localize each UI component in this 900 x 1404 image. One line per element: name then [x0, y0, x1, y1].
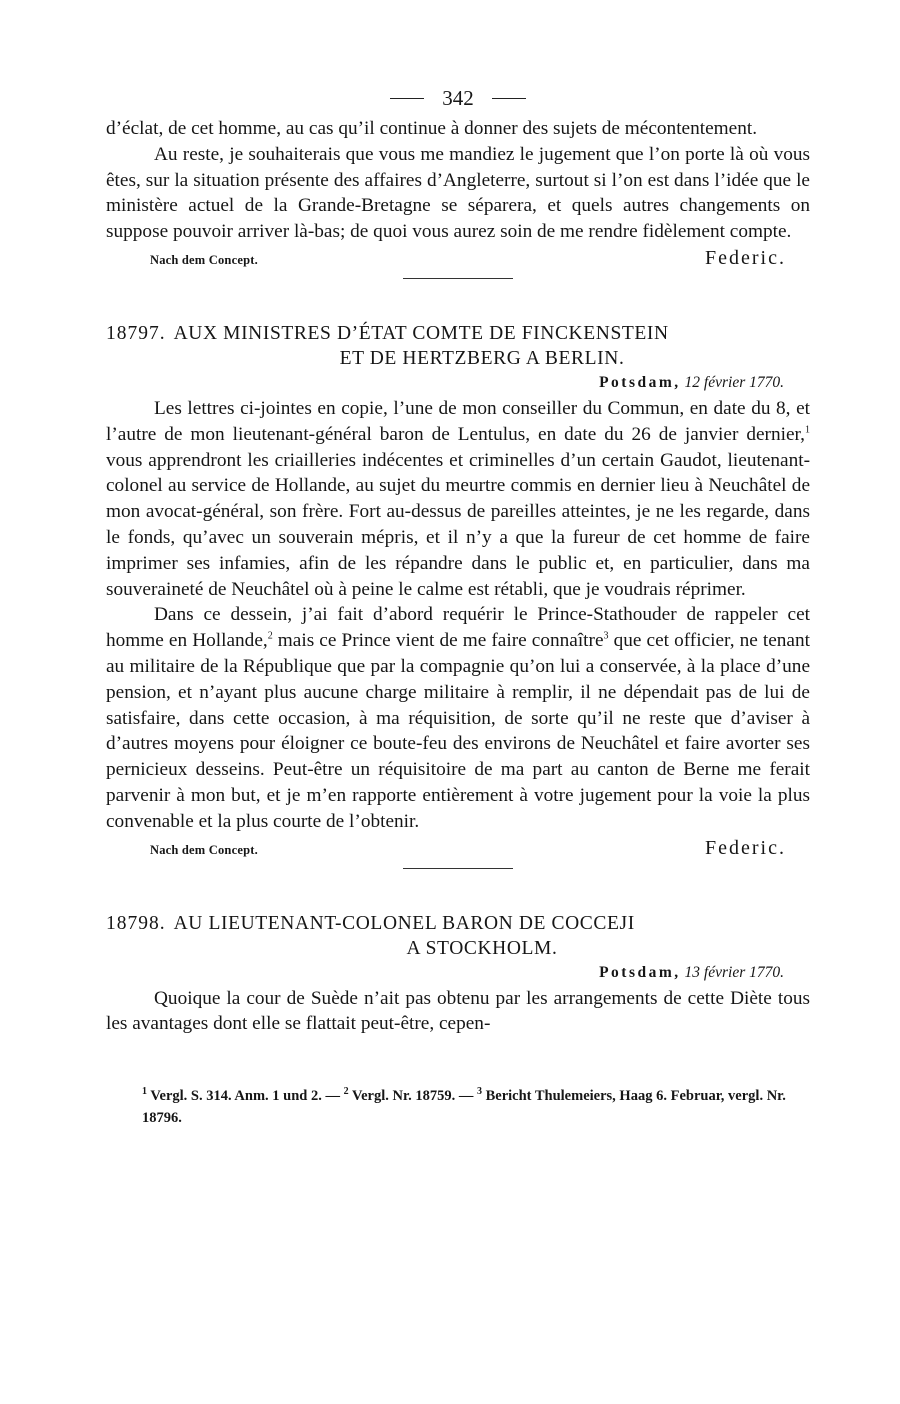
- header-rule-right: [492, 98, 526, 99]
- footnote-mark: 1: [805, 424, 810, 436]
- dateline-18797: [106, 374, 784, 392]
- signature: Federic.: [705, 836, 786, 859]
- letter-18797-paragraph-1: [106, 396, 810, 602]
- signature: Federic.: [705, 246, 786, 269]
- letter-number: 18797.: [106, 322, 166, 344]
- text-run: vous apprendront les criailleries indécentes et criminelles d’un certain Gaudot, lieutenant-colonel au service de Hollande, au sujet du meurtre commis en dernier lieu à Neuchâtel de mon avocat-général, son frère. Fort au-dessus de pareilles atteintes, je ne les regarde, dans le fonds, qu’avec un souverain mépris, et il n’y a que la fureur de cet homme de faire imprimer ses infamies, afin de les répandre dans le public et, en particulier, dans ma souveraineté de Neuchâtel où à peine le calme est rétabli, que je voudrais réprimer.: [106, 449, 810, 600]
- text-run: Dans ce dessein, j’ai fait d’abord requérir le Prince-Stathouder de rappeler cet homme en Hollande,: [106, 604, 810, 652]
- text-run: que cet officier, ne tenant au militaire de la République que par la compagnie qu’on lui a conservée, à la place d’une pension, et n’ayant plus aucune charge militaire à remplir, il ne dépendait pas de lui de satisfaire, dans cette occasion, à ma réquisition, de sorte qu’il ne reste que d’aviser à d’autres moyens pour éloigner ce boute-feu des environs de Neuchâtel et faire avorter ses pernicieux desseins. Peut-être un réquisitoire de ma part au canton de Berne me ferait parvenir à mon but, et je m’en rapporte entièrement à votre jugement pour la voie la plus convenable et la plus courte de l’obtenir.: [106, 630, 810, 832]
- page-number: 342: [442, 85, 474, 110]
- footnote-mark: 3: [603, 630, 609, 642]
- signature-line-1: [106, 247, 810, 270]
- footnote-mark: 3: [476, 1086, 482, 1098]
- letter-title-line2: A STOCKHOLM.: [406, 937, 558, 959]
- letter-title-line1: AUX MINISTRES D’ÉTAT COMTE DE FINCKENSTEIN: [173, 322, 669, 344]
- header-rule-left: [390, 98, 424, 99]
- dateline-date: 13 février 1770.: [684, 963, 784, 981]
- footnote-2: Vergl. Nr. 18759. —: [348, 1088, 477, 1105]
- dateline-place: Potsdam,: [599, 373, 681, 391]
- letter-title-line1: AU LIEUTENANT-COLONEL BARON DE COCCEJI: [173, 912, 635, 934]
- source-note: Nach dem Concept.: [150, 842, 258, 857]
- footnote-mark: 1: [142, 1086, 147, 1098]
- dateline-date: 12 février 1770.: [684, 373, 784, 391]
- text-run: Les lettres ci-jointes en copie, l’une de mon conseiller du Commun, en date du 8, et l’autre de mon lieutenant-général baron de Lentulus, en date du 26 de janvier dernier,: [106, 397, 810, 445]
- section-separator: [403, 278, 513, 279]
- footnote-3: Bericht Thulemeiers, Haag 6. Februar, vergl. Nr. 18796.: [142, 1088, 786, 1127]
- continuation-paragraph-1: d’éclat, de cet homme, au cas qu’il continue à donner des sujets de mécontentement.: [106, 118, 758, 139]
- letter-number: 18798.: [106, 912, 166, 934]
- footnote-mark: 2: [267, 630, 273, 642]
- footnote-1: Vergl. S. 314. Anm. 1 und 2. —: [147, 1088, 344, 1105]
- page-header: [106, 80, 810, 116]
- letter-heading-18797: [106, 321, 810, 371]
- footnotes: [106, 1085, 810, 1129]
- footnote-mark: 2: [343, 1086, 349, 1098]
- signature-line-2: [106, 837, 810, 860]
- source-note: Nach dem Concept.: [150, 252, 258, 267]
- section-separator: [403, 868, 513, 869]
- dateline-place: Potsdam,: [599, 963, 681, 981]
- letter-18797-paragraph-2: [106, 602, 810, 834]
- continuation-paragraph-2: Au reste, je souhaiterais que vous me mandiez le jugement que l’on porte là où vous êtes, sur la situation présente des affaires d’Angleterre, surtout si l’on est dans l’idée que le ministère actuel de la Grande-Bretagne se séparera, et quels autres changements on suppose pouvoir arriver là-bas; de quoi vous aurez soin de me rendre fidèlement compte.: [106, 143, 810, 243]
- letter-heading-18798: [106, 911, 810, 961]
- letter-title-line2: ET DE HERTZBERG A BERLIN.: [339, 347, 625, 369]
- letter-18798-paragraph-1: Quoique la cour de Suède n’ait pas obtenu par les arrangements de cette Diète tous les avantages dont elle se flattait peut-être, cepen-: [106, 987, 810, 1035]
- text-run: mais ce Prince vient de me faire connaître: [272, 630, 604, 652]
- dateline-18798: [106, 964, 784, 982]
- document-page: [106, 80, 810, 1129]
